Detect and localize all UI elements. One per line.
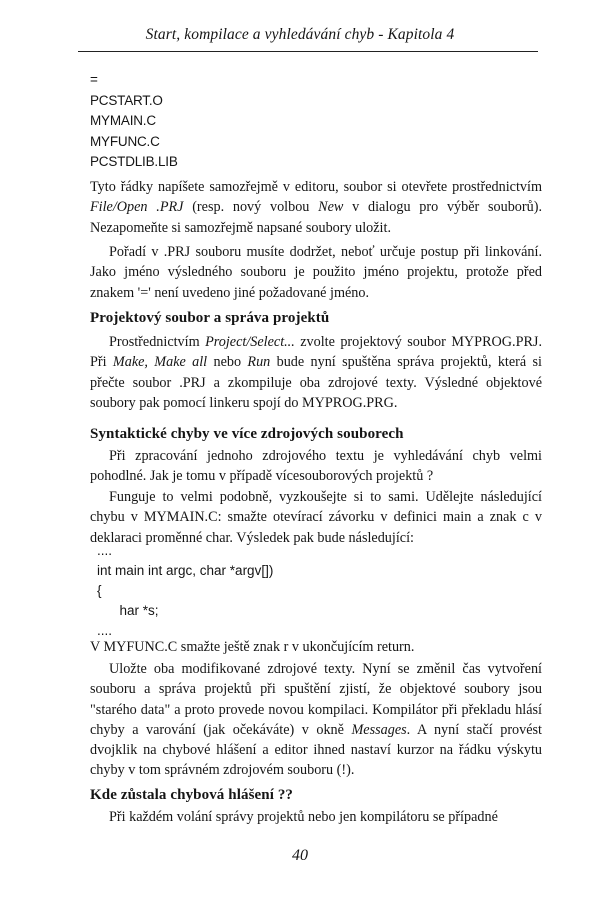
code-line: .... — [97, 543, 113, 558]
code-line: { — [97, 583, 102, 598]
section-heading-error-messages: Kde zůstala chybová hlášení ?? — [90, 787, 294, 803]
listing-line: MYMAIN.C — [90, 113, 156, 129]
paragraph-single-source: Při zpracování jednoho zdrojového textu je vyhledávání chyb velmi pohodlné. Jak je tomu v případě vícesouborových projektů ? — [90, 448, 542, 485]
paragraph-recompile: Uložte oba modifikované zdrojové texty. Nyní se změnil čas vytvoření souboru a správa projektů při spuštění zjistí, že objektové soubory jsou "starého data" a proto provede novou kompilaci. Kompilátor při překladu hlásí chyby a varování (jak očekáváte) v okně Messages. A nyní stačí provést dvojklik na chybové hlášení a editor ihned nastaví kurzor na řádku výskytu chyby v tom správném zdrojovém souboru (!). — [90, 661, 542, 779]
section-heading-project-file: Projektový soubor a správa projektů — [90, 310, 330, 326]
paragraph-prj-editing: Tyto řádky napíšete samozřejmě v editoru, soubor si otevřete prostřednictvím File/Open .PRJ (resp. nový volbou New v dialogu pro výběr souborů). Nezapomeňte si samozřejmě napsané soubory uložit. — [90, 179, 542, 236]
listing-line: = — [90, 72, 98, 87]
header-rule — [78, 51, 538, 52]
code-snippet — [97, 541, 273, 641]
project-file-listing — [90, 70, 178, 173]
paragraph-myfunc-change: V MYFUNC.C smažte ještě znak r v ukončujícím return. — [90, 639, 415, 655]
paragraph-link-order: Pořadí v .PRJ souboru musíte dodržet, neboť určuje postup při linkování. Jako jméno výsledného souboru je použito jméno projektu, protože před znakem '=' není uvedeno jiné požadované jméno. — [90, 244, 542, 301]
listing-line: MYFUNC.C — [90, 133, 160, 149]
listing-line: PCSTART.O — [90, 92, 163, 108]
running-header: Start, kompilace a vyhledávání chyb - Kapitola 4 — [145, 26, 455, 43]
listing-line: PCSTDLIB.LIB — [90, 154, 178, 170]
page-number: 40 — [292, 847, 308, 864]
code-line: har *s; — [97, 603, 159, 618]
section-heading-syntax-errors: Syntaktické chyby ve více zdrojových souborech — [90, 426, 404, 442]
code-line: .... — [97, 623, 113, 638]
paragraph-make-error: Funguje to velmi podobně, vyzkoušejte si to sami. Udělejte následující chybu v MYMAIN.C: smažte otevírací závorku v definici main a znak c v deklaraci proměnné char. Výsledek pak bude následující: — [90, 489, 542, 546]
code-line: int main int argc, char *argv[]) — [97, 563, 274, 578]
paragraph-error-messages: Při každém volání správy projektů nebo jen kompilátoru se případné — [109, 809, 498, 825]
paragraph-project-select: Prostřednictvím Project/Select... zvolte projektový soubor MYPROG.PRJ. Při Make, Make all nebo Run bude nyní spuštěna správa projektů, která si přečte soubor .PRJ a zkompiluje oba zdrojové texty. Výsledné objektové soubory pak pomocí linkeru spojí do MYPROG.PRG. — [90, 334, 542, 411]
